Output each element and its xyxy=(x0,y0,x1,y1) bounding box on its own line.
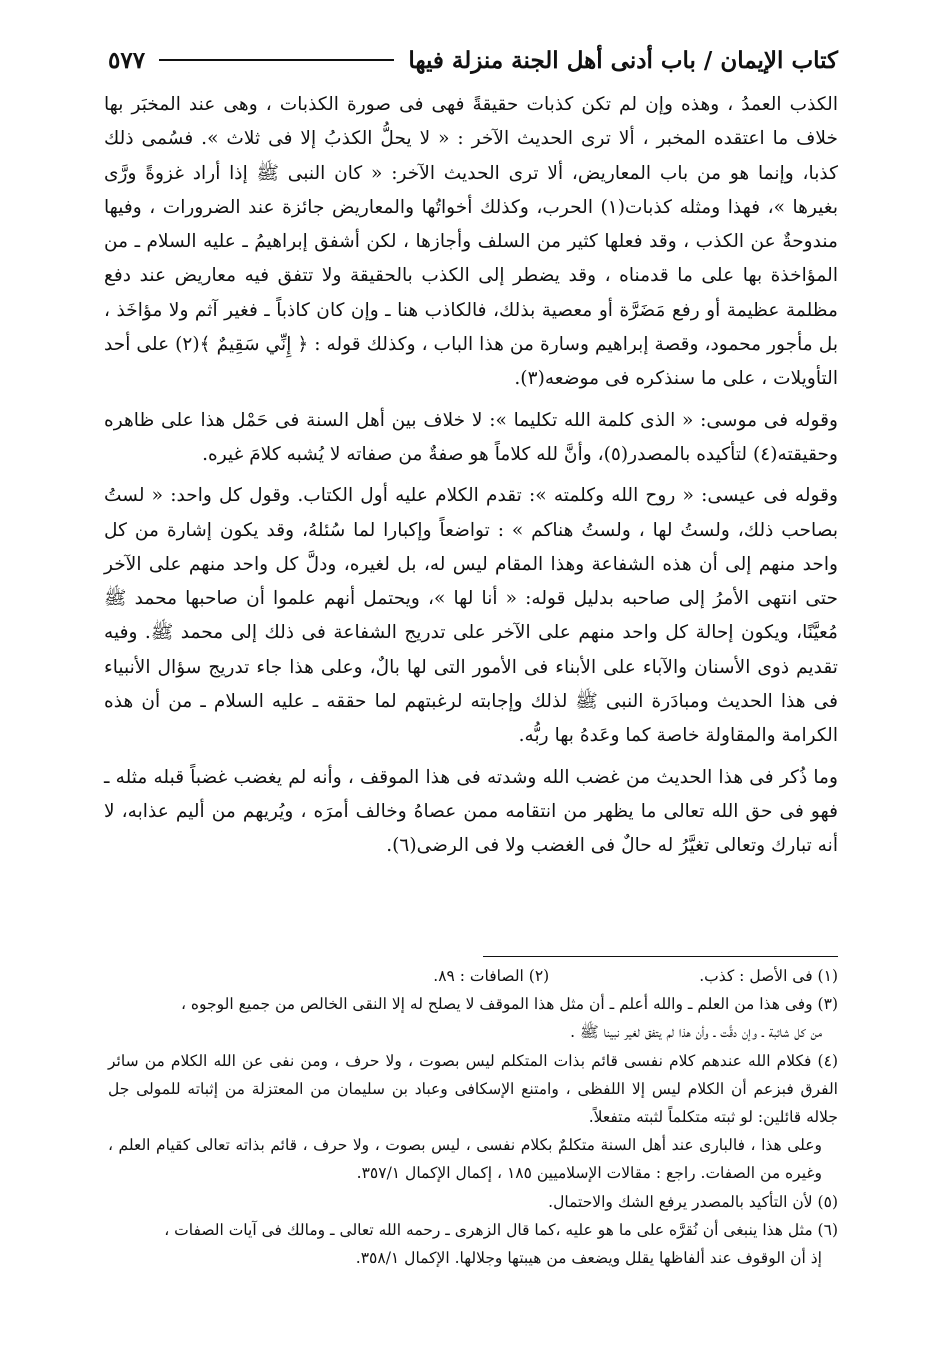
footnote-3: (٣) وفى هذا من العلم ـ والله أعلم ـ أن مثل هذا الموقف لا يصلح له إلا النقى الخالص من جميع الوجوه ، xyxy=(181,995,838,1014)
footnote-4: (٤) فكلام الله عندهم كلام نفسى قائم بذات المتكلم ليس بصوت ، ولا حرف ، ومن نفى عن الله الكلام من سائر الفرق فبزعم أن الكلام ليس إلا اللفظى ، وامتنع الإسكافى وعباد بن سليمان من المعتزلة من إثباته للمولى جل جلاله قائلين: لو ثبته متكلماً لثبته متفعلاً. xyxy=(108,1051,838,1127)
main-text xyxy=(104,88,838,871)
paragraph: وما ذُكر فى هذا الحديث من غضب الله وشدته فى هذا الموقف ، وأنه لم يغضب غضباً قبله مثله ـ فهو فى حق الله تعالى ما يظهر من انتقامه ممن عصاهُ وخالف أمرَه ، ويُريهم من أليم عذابه، لا أنه تبارك وتعالى تغيَّرُ له حالٌ فى الغضب ولا فى الرضى(٦). xyxy=(104,766,838,857)
footnote-5: (٥) لأن التأكيد بالمصدر يرفع الشك والاحتمال. xyxy=(548,1192,838,1211)
paragraph: الكذب العمدُ ، وهذه وإن لم تكن كذبات حقيقةً فهى فى صورة الكذبات ، وهى عند المخبَر بها خلاف ما اعتقده المخبر ، ألا ترى الحديث الآخر : « لا يحلُّ الكذبُ إلا فى ثلاث ». فسُمى ذلك كذبا، وإنما هو من باب المعاريض، ألا ترى الحديث الآخر: « كان النبى ﷺ إذا أراد غزوةً ورَّى بغيرها »، فهذا ومثله كذبات(١) الحرب، وكذلك أخواتُها والمعاريض جائزة عند الضرورات ، وفيها مندوحةٌ عن الكذب ، وقد فعلها كثير من السلف وأجازها ، لكن أشفق إبراهيمُ ـ عليه السلام ـ من المؤاخذة بها على ما قدمناه ، وقد يضطر إلى الكذب بالحقيقة ولا تتفق فيه معاريض عند دفع مظلمة عظيمة أو رفع مَضَرَّة أو معصية بذلك، فالكاذب هنا ـ وإن كان كاذباً ـ فغير آثم ولا مؤاخَذ ، بل مأجور محمود، وقصة إبراهيم وسارة من هذا الباب ، وكذلك قوله : ﴿ إِنِّي سَقِيمٌ ﴾(٢) على أحد التأويلات ، على ما سنذكره فى موضعه(٣). xyxy=(104,94,839,390)
paragraph: وقوله فى موسى: « الذى كلمة الله تكليما »: لا خلاف بين أهل السنة فى حَمْل هذا على ظاهره وحقيقته(٤) لتأكيده بالمصدر(٥)، وأنَّ لله كلاماً هو صفةٌ من صفاته لا يُشبه كلامَ غيره. xyxy=(104,409,838,465)
header-rule xyxy=(159,59,394,61)
page-number: ٥٧٧ xyxy=(108,46,146,74)
page-header xyxy=(108,40,838,80)
footnote-separator xyxy=(483,956,838,957)
running-title: كتاب الإيمان / باب أدنى أهل الجنة منزلة فيها xyxy=(408,46,838,74)
footnote-4-continued: وعلى هذا ، فالبارى عند أهل السنة متكلمٌ بكلام نفسى ، ليس بصوت ، ولا حرف ، قائم بذاته تعالى كقيام العلم ، وغيره من الصفات. راجع : مقالات الإسلاميين ١٨٥ ، إكمال الإكمال ٣٥٧/١. xyxy=(108,1136,822,1183)
footnotes xyxy=(108,962,838,1272)
paragraph: وقوله فى عيسى: « روح الله وكلمته »: تقدم الكلام عليه أول الكتاب. وقول كل واحد: « لستُ بصاحب ذلك، ولستُ لها ، ولستُ هناكم » : تواضعاً وإكبارا لما سُئلهُ، وقد يكون إشارة من كل واحد منهم إلى أن هذه الشفاعة وهذا المقام ليس له، بل لغيره، ودلَّ كل واحد منهم على الآخر حتى انتهى الأمرُ إلى صاحبه بدليل قوله: « أنا لها »، ويحتمل أنهم علموا أن صاحبها محمد ﷺ مُعيَّنًا، ويكون إحالة كل واحد منهم على الآخر على تدريج الشفاعة فى ذلك إلى محمد ﷺ. وفيه تقديم ذوى الأسنان والآباء على الأبناء فى الأمور التى لها بالٌ، وعلى هذا جاء تدريج سؤال الأنبياء فى هذا الحديث ومبادَرة النبى ﷺ لذلك وإجابته لرغبتهم لما حققه ـ عليه السلام ـ من أن هذه الكرامة والمقاولة خاصة كما وعَدهُ بها ربُّه. xyxy=(104,485,838,747)
footnote-6: (٦) مثل هذا ينبغى أن نُقرَّه على ما هو عليه ،كما قال الزهرى ـ رحمه الله تعالى ـ ومالك فى آيات الصفات ، xyxy=(164,1220,838,1239)
footnote-6-continued: إذ أن الوقوف عند ألفاظها يقلل ويضعف من هيبتها وجلالها. الإكمال ٣٥٨/١. xyxy=(355,1249,822,1268)
footnote-3-continued: من كل شائبة ـ وإن دقَّت ـ وأن هذا لم يتفق لغير نبينا ﷺ . xyxy=(570,1023,822,1042)
footnote-2: (٢) الصافات : ٨٩. xyxy=(433,967,550,985)
footnote-1: (١) فى الأصل : كذب. xyxy=(699,967,838,985)
footnote-row xyxy=(108,962,838,990)
